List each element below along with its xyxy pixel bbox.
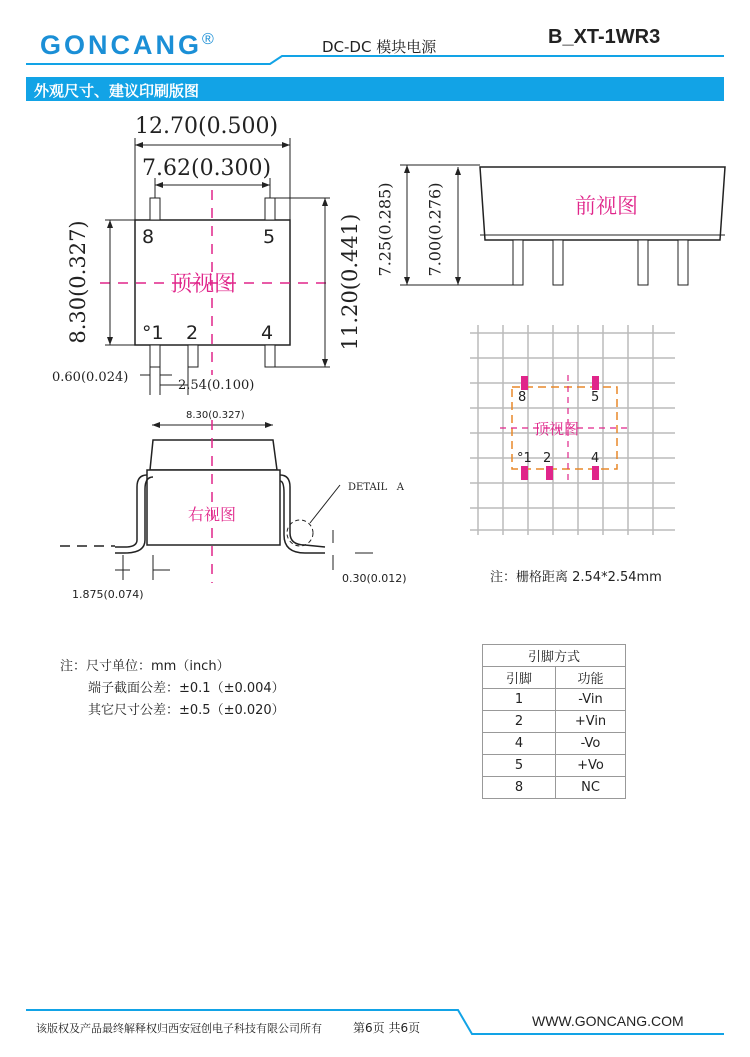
pin-table (482, 644, 626, 799)
dim-pin-width: 0.60(0.024) (52, 370, 129, 385)
note-units: 注：尺寸单位：mm（inch） (60, 659, 230, 674)
top-view-label: 顶视图 (170, 272, 237, 297)
pin-label-5: 5 (263, 226, 276, 248)
dim-width: 12.70(0.500) (135, 114, 279, 139)
pin-function: -Vo (556, 733, 626, 755)
product-category: DC-DC 模块电源 (322, 38, 437, 56)
pin-number: 8 (483, 777, 556, 799)
side-dim-body: 8.30(0.327) (186, 410, 245, 421)
pin-label-2: 2 (186, 322, 199, 344)
dim-height-left: 8.30(0.327) (66, 220, 90, 344)
pin-function: +Vo (556, 755, 626, 777)
pin-table-header-function: 功能 (556, 667, 626, 689)
pcb-view-label: 顶视图 (534, 420, 580, 438)
pin-function: -Vin (556, 689, 626, 711)
footer-page-number: 第6页 共6页 (353, 1021, 421, 1035)
pin-table-title: 引脚方式 (483, 645, 626, 667)
pin-table-header-pin: 引脚 (483, 667, 556, 689)
pin-function: +Vin (556, 711, 626, 733)
model-number: B_XT-1WR3 (548, 26, 661, 48)
table-row (483, 777, 626, 799)
side-dim-foot: 1.875(0.074) (72, 588, 144, 601)
pcb-pin-8: 8 (518, 390, 527, 405)
pin-number: 1 (483, 689, 556, 711)
table-row (483, 733, 626, 755)
front-dim-b: 7.00(0.276) (425, 182, 445, 277)
side-dim-thickness: 0.30(0.012) (342, 572, 407, 585)
pin-number: 4 (483, 733, 556, 755)
detail-label: DETAIL A (348, 482, 405, 493)
table-row (483, 711, 626, 733)
table-row (483, 689, 626, 711)
brand-logo: GONCANG® (40, 30, 214, 60)
note-other-tolerance: 其它尺寸公差：±0.5（±0.020） (88, 703, 285, 718)
grid-note: 注：栅格距离 2.54*2.54mm (490, 570, 662, 585)
dim-pitch: 7.62(0.300) (142, 156, 272, 181)
pin-label-8: 8 (142, 226, 155, 248)
dim-pin-pitch: 2.54(0.100) (178, 378, 255, 393)
footer-website-link[interactable]: WWW.GONCANG.COM (532, 1013, 684, 1029)
pcb-pin-2: 2 (543, 451, 552, 466)
pin-label-1: °1 (142, 322, 164, 344)
pcb-pin-4: 4 (591, 451, 600, 466)
front-view-label: 前视图 (575, 194, 638, 218)
section-title: 外观尺寸、建议印刷版图 (34, 82, 200, 100)
dim-height-right: 11.20(0.441) (338, 213, 362, 351)
note-pin-tolerance: 端子截面公差：±0.1（±0.004） (88, 681, 285, 696)
pin-number: 5 (483, 755, 556, 777)
pcb-pin-5: 5 (591, 390, 600, 405)
side-view-drawing (55, 405, 375, 585)
footer-copyright: 该版权及产品最终解释权归西安冠创电子科技有限公司所有 (36, 1022, 322, 1035)
pin-number: 2 (483, 711, 556, 733)
pcb-pin-1: °1 (517, 451, 532, 466)
header-rule (0, 0, 750, 80)
table-row (483, 755, 626, 777)
top-view-drawing (0, 105, 380, 405)
pin-label-4: 4 (261, 322, 274, 344)
pin-function: NC (556, 777, 626, 799)
front-dim-a: 7.25(0.285) (375, 182, 395, 277)
side-view-label: 右视图 (188, 505, 237, 524)
